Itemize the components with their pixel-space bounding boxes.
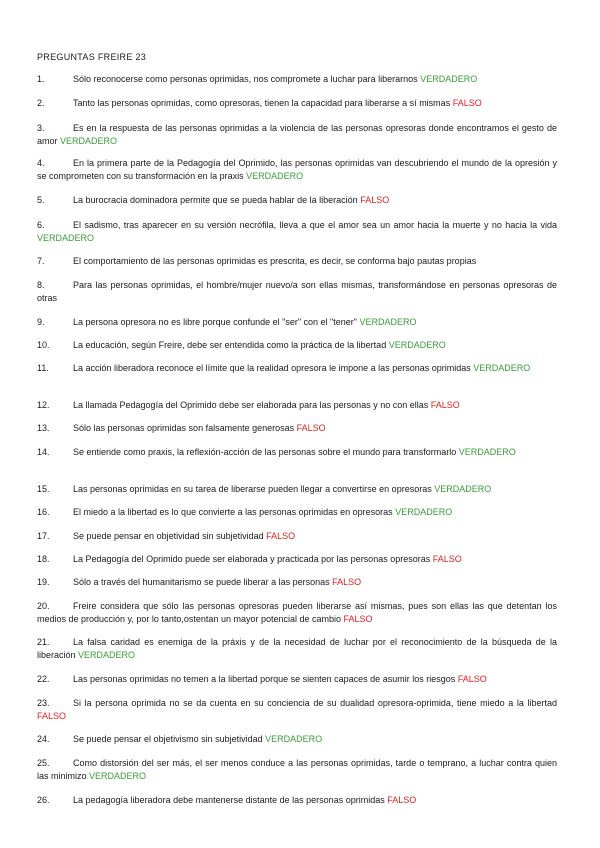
question-number: 20. [37, 601, 50, 611]
answer-label: FALSO [432, 554, 462, 564]
answer-label: FALSO [387, 795, 417, 805]
question-item [37, 506, 557, 519]
question-item [37, 97, 557, 110]
question-item [37, 399, 557, 412]
question-number: 12. [37, 400, 50, 410]
question-item [37, 636, 557, 661]
question-text: La pedagogía liberadora debe mantenerse distante de las personas oprimidas [73, 795, 385, 805]
answer-label: FALSO [457, 674, 487, 684]
question-text: Las personas oprimidas en su tarea de liberarse pueden llegar a convertirse en opresoras [73, 484, 432, 494]
question-text: Se puede pensar el objetivismo sin subjetividad [73, 734, 263, 744]
question-text: La educación, según Freire, debe ser entendida como la práctica de la libertad [73, 340, 387, 350]
question-text: En la primera parte de la Pedagogía del Oprimido, las personas oprimidas van descubriendo el mundo de la opresión y se comprometen con su transformación en la praxis [37, 158, 557, 181]
question-item [37, 422, 557, 435]
question-item [37, 576, 557, 589]
question-number: 24. [37, 734, 50, 744]
question-number: 19. [37, 577, 50, 587]
answer-label: VERDADERO [246, 170, 304, 181]
question-text: La acción liberadora reconoce el límite que la realidad opresora le impone a las personas oprimidas [73, 363, 471, 373]
question-number: 13. [37, 423, 50, 433]
question-number: 21. [37, 637, 50, 647]
question-number: 14. [37, 447, 50, 457]
question-item [37, 279, 557, 304]
question-text: Para las personas oprimidas, el hombre/mujer nuevo/a son ellas mismas, transformándose en personas opresoras de otras [37, 280, 557, 303]
question-number: 25. [37, 758, 50, 768]
question-text: Se entiende como praxis, la reflexión-acción de las personas sobre el mundo para transformarlo [73, 447, 457, 457]
answer-label: FALSO [430, 400, 460, 410]
answer-label: FALSO [360, 195, 390, 205]
question-item [37, 73, 557, 86]
question-text: La burocracia dominadora permite que se pueda hablar de la liberación [73, 195, 358, 205]
answer-label: VERDADERO [420, 74, 478, 84]
answer-label: FALSO [332, 577, 362, 587]
question-item [37, 530, 557, 543]
question-text: Como distorsión del ser más, el ser menos conduce a las personas oprimidas, tarde o temprano, a luchar contra quien las minimizo [37, 758, 557, 781]
question-text: Freire considera que sólo las personas opresoras pueden liberarse así mismas, pues son ellas las que detentan los medios de producción y, por lo tanto,ostentan un mayor potencial de cambio [37, 601, 557, 624]
question-number: 22. [37, 674, 50, 684]
answer-label: VERDADERO [395, 507, 453, 517]
question-item [37, 255, 557, 268]
question-text: La persona opresora no es libre porque confunde el "ser" con el "tener" [73, 317, 357, 327]
question-number: 5. [37, 195, 45, 205]
question-text: Es en la respuesta de las personas oprimidas a la violencia de las personas opresoras donde encontramos el gesto de amor [37, 123, 557, 146]
question-text: Si la persona oprimida no se da cuenta en su conciencia de su dualidad opresora-oprimida, tiene miedo a la libertad [73, 698, 557, 708]
question-item [37, 194, 557, 207]
question-text: El comportamiento de las personas oprimidas es prescrita, es decir, se conforma bajo pautas propias [73, 256, 477, 266]
question-text: Se puede pensar en objetividad sin subjetividad [73, 531, 264, 541]
answer-label: VERDADERO [458, 447, 516, 457]
answer-label: VERDADERO [78, 649, 136, 660]
question-number: 3. [37, 123, 45, 133]
question-number: 26. [37, 795, 50, 805]
question-item [37, 219, 557, 244]
question-text: La llamada Pedagogía del Oprimido debe ser elaborada para las personas y no con ellas [73, 400, 429, 410]
answer-label: FALSO [266, 531, 296, 541]
question-number: 1. [37, 74, 45, 84]
question-number: 18. [37, 554, 50, 564]
question-number: 11. [37, 363, 49, 373]
question-item [37, 483, 557, 496]
question-number: 2. [37, 98, 45, 108]
question-text: La Pedagogía del Oprimido puede ser elaborada y practicada por las personas opresoras [73, 554, 431, 564]
answer-label: VERDADERO [388, 340, 446, 350]
question-text: Sólo las personas oprimidas son falsamente generosas [73, 423, 295, 433]
question-item [37, 157, 557, 182]
question-text: Sólo a través del humanitarismo se puede liberar a las personas [73, 577, 330, 587]
question-number: 10. [37, 340, 50, 350]
question-number: 17. [37, 531, 50, 541]
question-text: La falsa caridad es enemiga de la práxis y de la necesidad de luchar por el reconocimiento de la búsqueda de la liberación [37, 637, 557, 660]
question-item [37, 316, 557, 329]
question-item [37, 733, 557, 746]
question-text: El sadismo, tras aparecer en su versión necrófila, lleva a que el amor sea un amor hacia la muerte y no hacia la vida [73, 220, 557, 230]
answer-label: VERDADERO [37, 232, 95, 243]
answer-label: VERDADERO [359, 317, 417, 327]
answer-label: VERDADERO [434, 484, 492, 494]
question-item [37, 122, 557, 147]
answer-label: FALSO [343, 613, 373, 624]
question-item [37, 794, 557, 807]
answer-label: FALSO [37, 710, 67, 721]
answer-label: VERDADERO [89, 770, 147, 781]
question-item [37, 339, 557, 352]
question-text: El miedo a la libertad es lo que convierte a las personas oprimidas en opresoras [73, 507, 393, 517]
answer-label: VERDADERO [473, 363, 531, 373]
answer-label: FALSO [452, 98, 482, 108]
question-number: 8. [37, 280, 45, 290]
question-number: 9. [37, 317, 45, 327]
question-text: Sólo reconocerse como personas oprimidas, nos compromete a luchar para liberarnos [73, 74, 418, 84]
question-number: 7. [37, 256, 45, 266]
question-number: 16. [37, 507, 50, 517]
question-item [37, 446, 557, 459]
question-item [37, 362, 557, 375]
question-text: Tanto las personas oprimidas, como opresoras, tienen la capacidad para liberarse a sí mismas [73, 98, 451, 108]
question-item [37, 673, 557, 686]
question-item [37, 757, 557, 782]
question-number: 6. [37, 220, 45, 230]
document-title: PREGUNTAS FREIRE 23 [37, 52, 147, 62]
question-number: 15. [37, 484, 50, 494]
question-text: Las personas oprimidas no temen a la libertad porque se sienten capaces de asumir los riesgos [73, 674, 456, 684]
answer-label: FALSO [296, 423, 326, 433]
question-number: 23. [37, 698, 50, 708]
answer-label: VERDADERO [265, 734, 323, 744]
question-item [37, 697, 557, 722]
question-number: 4. [37, 158, 45, 168]
answer-label: VERDADERO [60, 135, 118, 146]
question-item [37, 600, 557, 625]
question-item [37, 553, 557, 566]
